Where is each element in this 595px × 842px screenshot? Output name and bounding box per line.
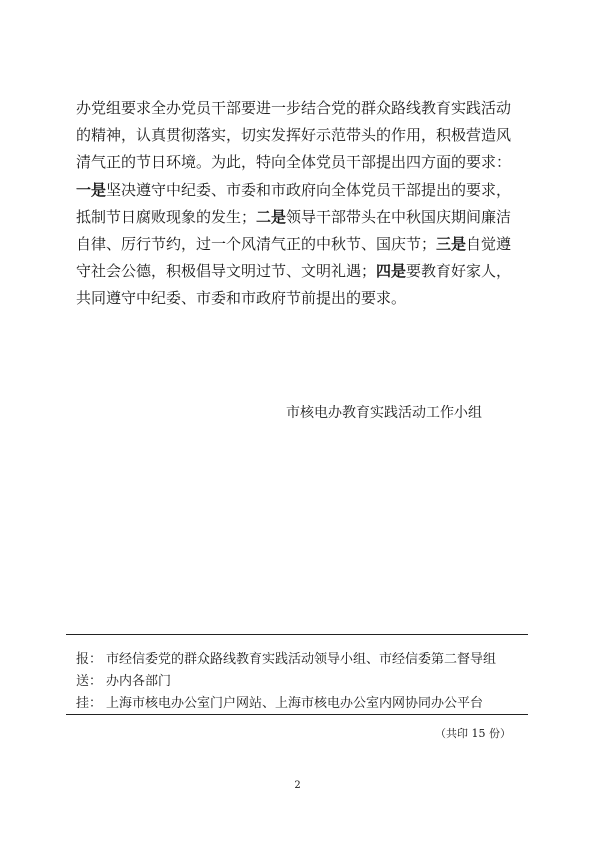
body-line xyxy=(76,122,524,149)
report-label: 报： xyxy=(76,652,103,667)
text-run: 抵制节日腐败现象的发生； xyxy=(76,207,257,226)
body-line xyxy=(76,285,524,312)
item-marker-1: 一是 xyxy=(76,180,107,199)
body-paragraph xyxy=(76,95,524,313)
item-marker-3: 三是 xyxy=(436,234,467,253)
body-line xyxy=(76,258,524,285)
report-text: 市经信委党的群众路线教育实践活动领导小组、市经信委第二督导组 xyxy=(106,652,497,667)
item-marker-2: 二是 xyxy=(256,207,287,226)
copies-count: （共印 15 份） xyxy=(435,727,511,740)
text-run: 自觉遵 xyxy=(466,234,512,253)
body-line xyxy=(76,231,524,258)
text-run: 领导干部带头在中秋国庆期间廉洁 xyxy=(286,207,512,226)
text-run: 的精神，认真贯彻落实，切实发挥好示范带头的作用，积极营造风 xyxy=(76,126,512,145)
text-run: 自律、厉行节约，过一个风清气正的中秋节、国庆节； xyxy=(76,234,437,253)
send-label: 送： xyxy=(76,674,103,689)
text-run: 清气正的节日环境。为此，特向全体党员干部提出四方面的要求： xyxy=(76,153,512,172)
page-number: 2 xyxy=(294,780,301,791)
divider-bottom xyxy=(66,714,528,715)
body-line xyxy=(76,177,524,204)
divider-top xyxy=(66,634,528,635)
send-text: 办内各部门 xyxy=(106,674,172,689)
signature-organization: 市核电办教育实践活动工作小组 xyxy=(286,405,482,421)
text-run: 办党组要求全办党员干部要进一步结合党的群众路线教育实践活动 xyxy=(76,99,512,117)
post-text: 上海市核电办公室门户网站、上海市核电办公室内网协同办公平台 xyxy=(106,696,484,711)
text-run: 坚决遵守中纪委、市委和市政府向全体党员干部提出的要求， xyxy=(106,180,512,199)
text-run: 要教育好家人， xyxy=(406,262,512,281)
body-line xyxy=(76,204,524,231)
post-label: 挂： xyxy=(76,696,103,711)
text-run: 共同遵守中纪委、市委和市政府节前提出的要求。 xyxy=(76,289,407,308)
distribution-send xyxy=(76,670,171,689)
text-run: 守社会公德，积极倡导文明过节、文明礼遇； xyxy=(76,262,377,281)
body-line xyxy=(76,95,524,122)
distribution-report xyxy=(76,648,496,667)
body-line xyxy=(76,149,524,176)
distribution-post xyxy=(76,692,483,711)
item-marker-4: 四是 xyxy=(376,262,407,281)
